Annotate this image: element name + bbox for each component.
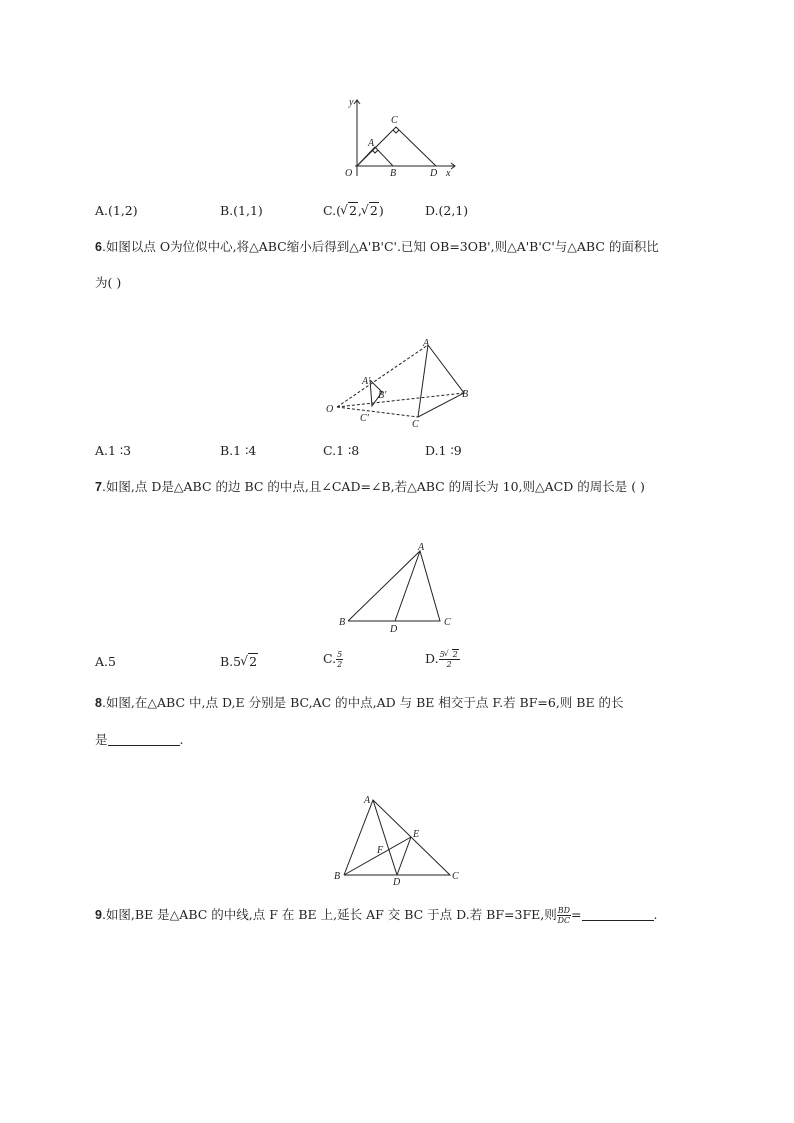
q6-option-a: A.1 ∶3 — [95, 443, 132, 458]
q8-triangle-figure — [330, 792, 470, 888]
q6-option-d: D.1 ∶9 — [425, 443, 462, 458]
ray-ob — [337, 393, 464, 407]
label-d: D — [430, 168, 438, 179]
right-angle-mark-a — [372, 150, 378, 153]
q6-stem-line2: 为( ) — [95, 275, 122, 290]
label-c: C — [444, 617, 451, 628]
q5-option-d: D.(2,1) — [425, 203, 469, 218]
label-o: O — [345, 168, 353, 179]
q5-option-c: C.(√ 2,√ 2) — [323, 203, 384, 218]
label-a-prime: A' — [362, 376, 371, 387]
label-c: C — [412, 419, 419, 430]
label-c-prime: C' — [360, 413, 369, 424]
q7-option-b: B.5√ 2 — [220, 654, 258, 669]
label-b: B — [334, 871, 341, 882]
q7-option-a: A.5 — [95, 654, 116, 669]
label-b: B — [462, 389, 469, 400]
label-d: D — [393, 877, 401, 888]
label-a: A — [368, 138, 375, 149]
q7-triangle-figure — [334, 538, 464, 634]
q8-stem-line2: 是 . — [95, 732, 184, 747]
q7-stem: 7.如图,点 D是△ABC 的边 BC 的中点,且∠CAD=∠B,若△ABC 的周长为 10,则△ACD 的周长是 ( ) — [95, 479, 645, 494]
label-a: A — [364, 795, 371, 806]
q5-option-b: B.(1,1) — [220, 203, 263, 218]
label-y: y — [349, 97, 354, 108]
label-a: A — [423, 338, 430, 349]
triangle-oab — [357, 147, 393, 166]
q5-option-a: A.(1,2) — [95, 203, 138, 218]
q8-answer-blank[interactable] — [108, 733, 180, 746]
q9-stem: 9.如图,BE 是△ABC 的中线,点 F 在 BE 上,延长 AF 交 BC 于点 D.若 BF=3FE,则 $\frac{BD}{DC}$ = . — [95, 906, 658, 925]
q6-stem-line1: 6.如图以点 O为位似中心,将△ABC缩小后得到△A'B'C'.已知 OB=3OB',则△A'B'C'与△ABC 的面积比 — [95, 239, 659, 254]
q6-homothety-figure — [322, 336, 472, 432]
right-angle-mark-c — [393, 130, 399, 133]
triangle-abc — [418, 345, 464, 417]
label-c: C — [452, 871, 459, 882]
q9-answer-blank[interactable] — [582, 908, 654, 921]
q6-option-c: C.1 ∶8 — [323, 443, 360, 458]
median-be — [344, 837, 411, 875]
label-o: O — [326, 404, 334, 415]
label-b: B — [339, 617, 346, 628]
label-e: E — [413, 829, 420, 840]
q7-option-d: D. $\frac{5√ 2}{2}$ — [425, 650, 460, 669]
q7-option-c: C. $\frac{5}{2}$ — [323, 650, 343, 669]
q9-fraction: $\frac{BD}{DC}$ — [557, 906, 571, 925]
segment-de — [397, 837, 411, 875]
label-b: B — [390, 168, 397, 179]
ray-oc — [337, 407, 418, 417]
label-d: D — [390, 624, 398, 634]
q6-option-b: B.1 ∶4 — [220, 443, 257, 458]
segment-ad — [395, 551, 420, 621]
label-b-prime: B' — [378, 390, 387, 401]
triangle-abc — [348, 551, 440, 621]
label-c: C — [391, 115, 398, 126]
q8-stem-line1: 8.如图,在△ABC 中,点 D,E 分别是 BC,AC 的中点,AD 与 BE 相交于点 F.若 BF=6,则 BE 的长 — [95, 695, 624, 710]
triangle-abc — [344, 800, 450, 875]
label-a: A — [418, 542, 425, 553]
label-x: x — [446, 168, 451, 179]
q5-coordinate-figure — [340, 96, 460, 182]
label-f: F — [377, 845, 384, 856]
